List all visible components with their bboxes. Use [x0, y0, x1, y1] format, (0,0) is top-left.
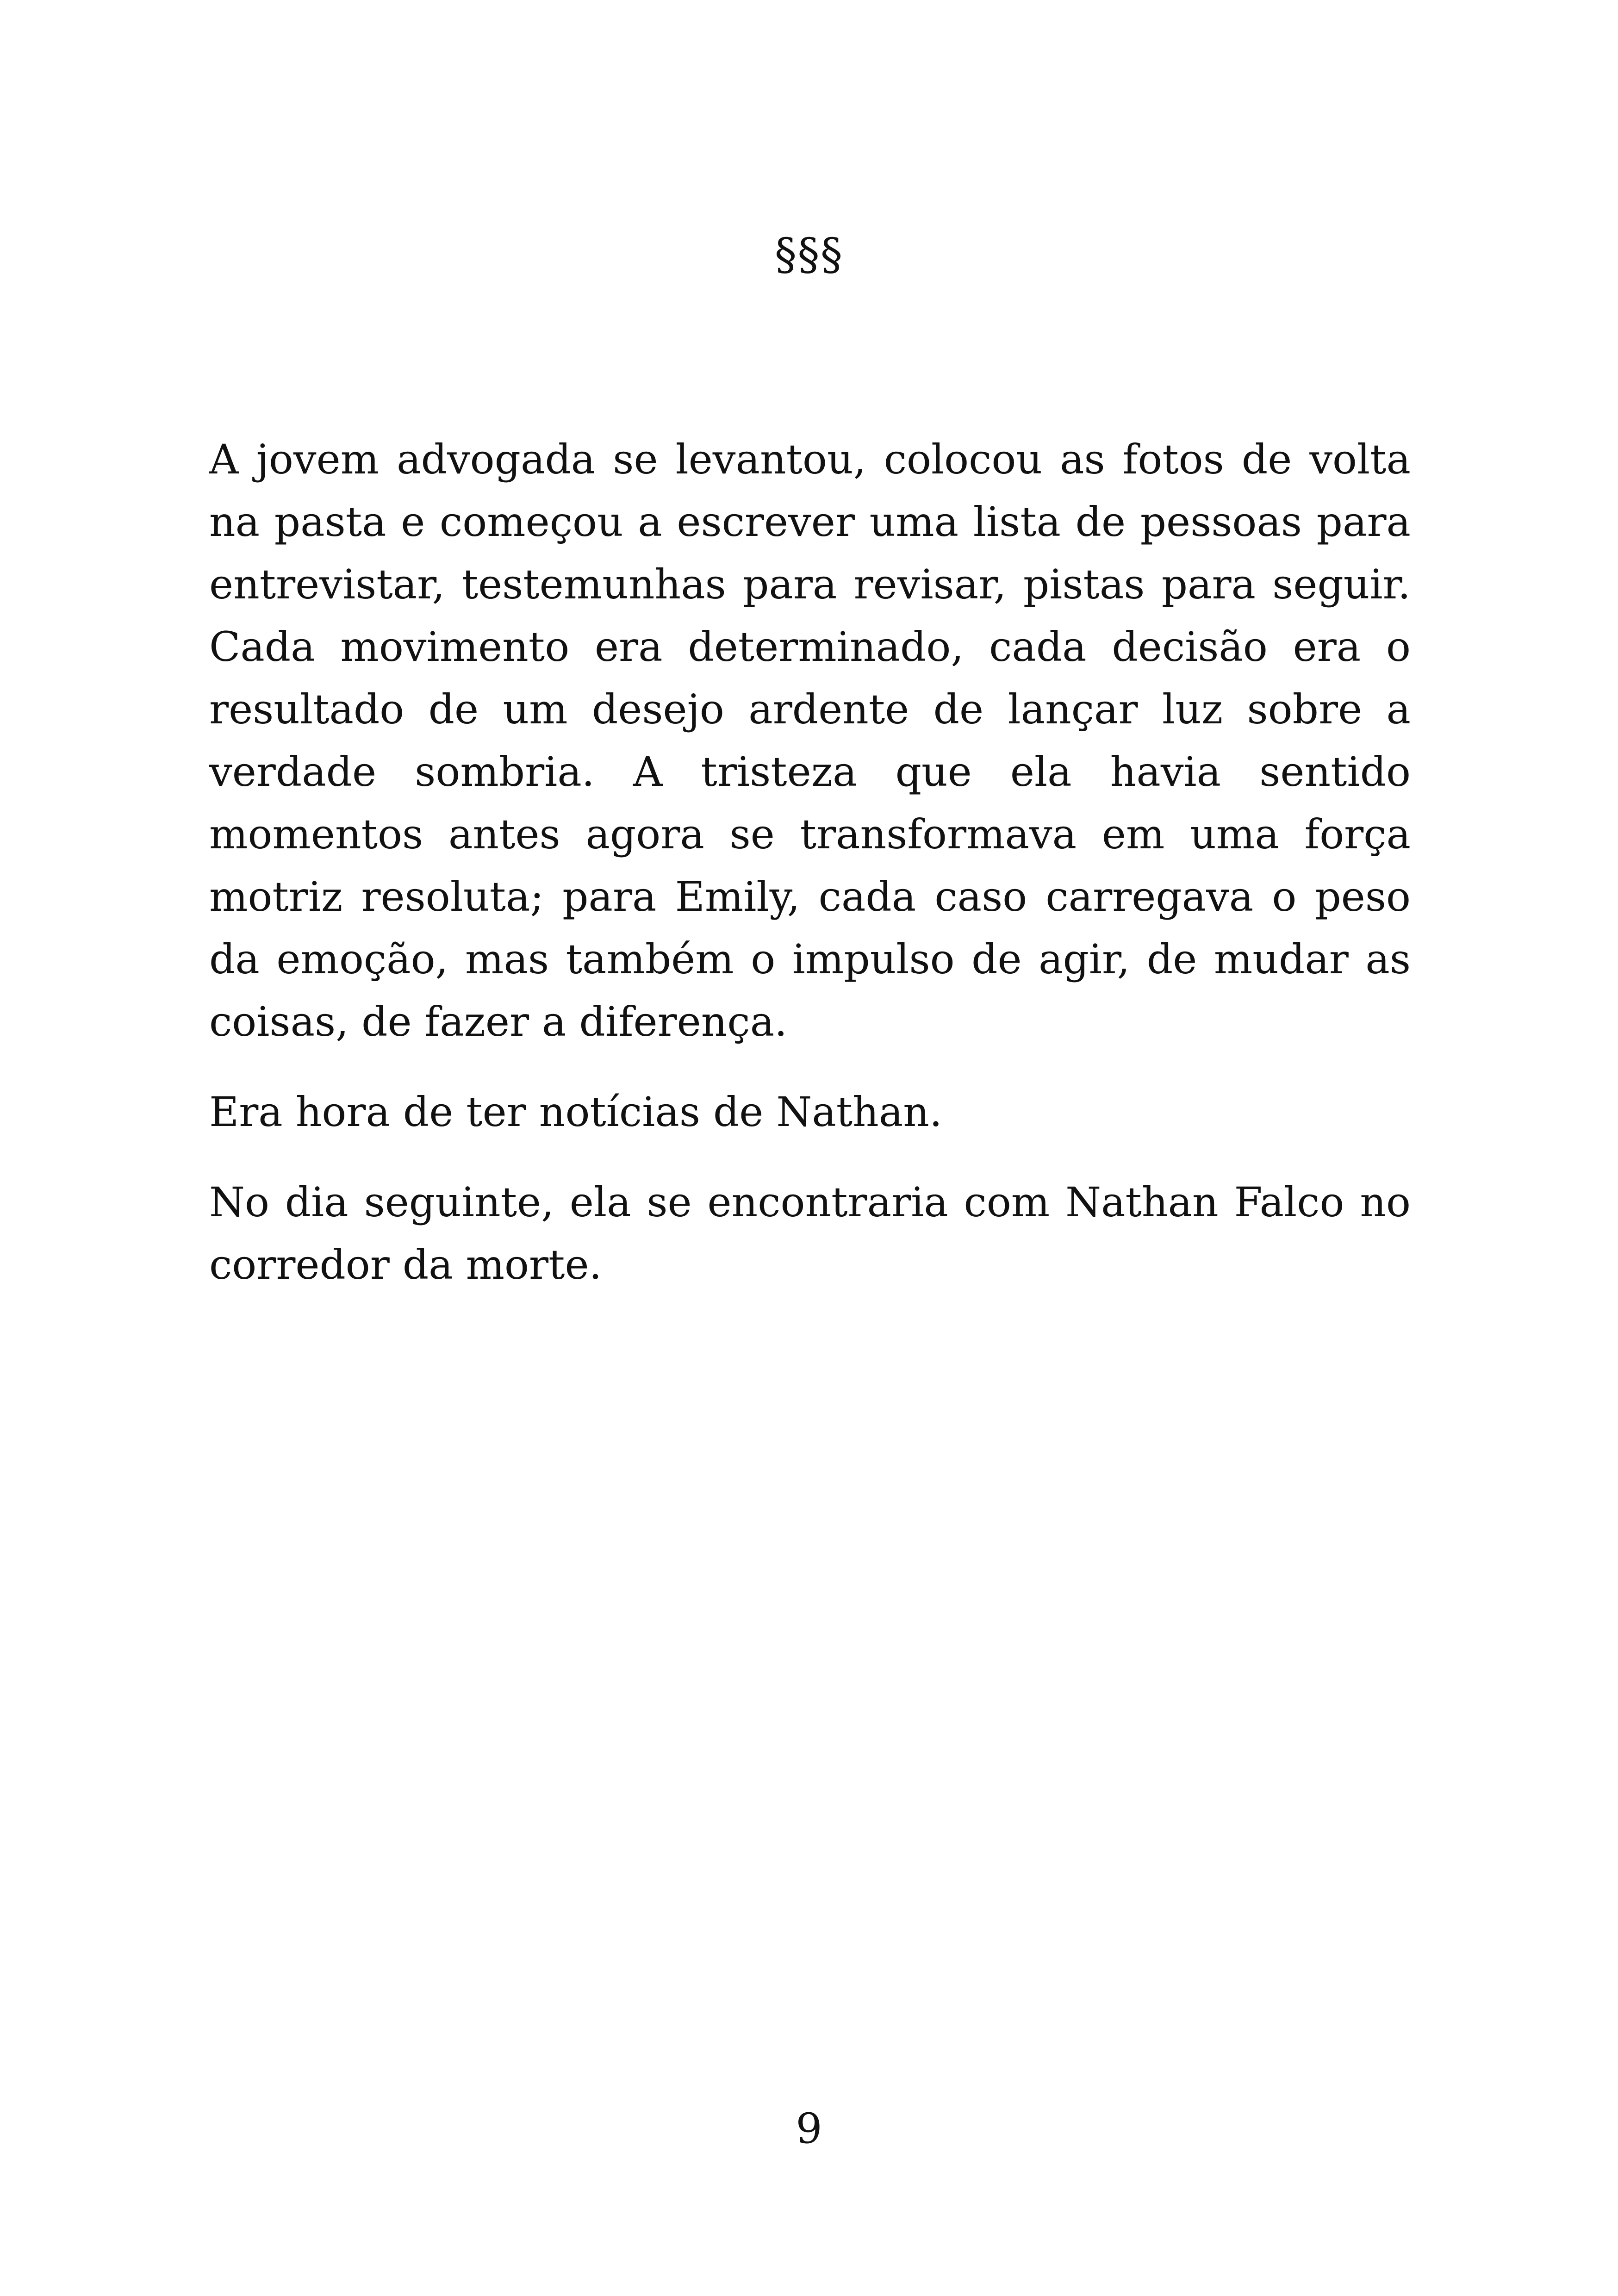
page-number: 9 — [796, 2104, 822, 2153]
paragraph-2: Era hora de ter notícias de Nathan. — [209, 1088, 942, 1136]
paragraph-1: A jovem advogada se levantou, colocou as fotos de volta na pasta e começou a escrever uma lista de pessoas para entrevistar, testemunhas para revisar, pistas para seguir. Cada movimento era determinado, cada decisão era o resultado de um desejo ardente de lançar luz sobre a verdade sombria. A tristeza que ela havia sentido momentos antes agora se transformava em uma força motriz resoluta; para Emily, cada caso carregava o peso da emoção, mas também o impulso de agir, de mudar as coisas, de fazer a diferença. — [209, 436, 1411, 1045]
paragraph-3: No dia seguinte, ela se encontraria com Nathan Falco no corredor da morte. — [209, 1178, 1411, 1288]
scene-break-marker: §§§ — [774, 229, 844, 280]
body-text — [209, 428, 1411, 1324]
